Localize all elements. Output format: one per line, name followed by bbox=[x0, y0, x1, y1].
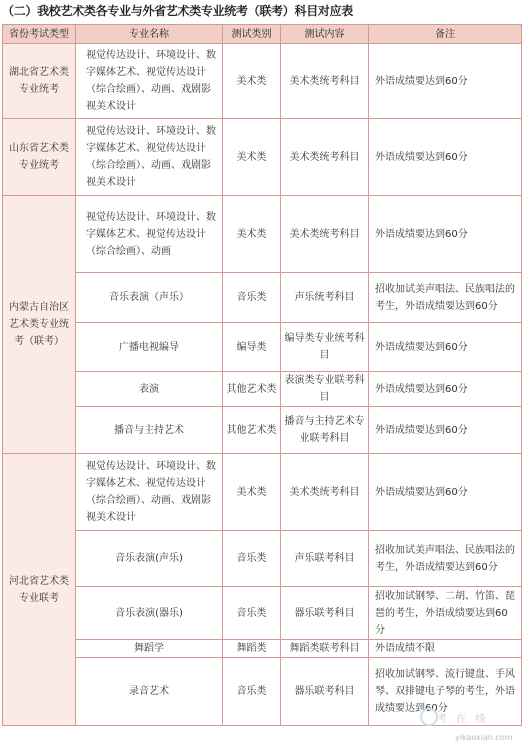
content-cell: 美术类统考科目 bbox=[281, 196, 369, 273]
category-cell: 音乐类 bbox=[223, 531, 281, 587]
header-note: 备注 bbox=[369, 25, 522, 44]
content-cell: 编导类专业统考科目 bbox=[281, 323, 369, 372]
note-cell: 招收加试钢琴、二胡、竹笛、琵琶的考生，外语成绩要达到60分 bbox=[369, 587, 522, 640]
major-cell: 视觉传达设计、环境设计、数字媒体艺术、视觉传达设计（综合绘画）、动画、戏剧影视美术设计 bbox=[76, 119, 223, 196]
note-cell: 招收加试钢琴、流行键盘、手风琴、双排键电子琴的考生，外语成绩要达到60分 bbox=[369, 658, 522, 726]
category-cell: 美术类 bbox=[223, 454, 281, 531]
header-province: 省份考试类型 bbox=[3, 25, 76, 44]
major-cell: 音乐表演(器乐) bbox=[76, 587, 223, 640]
major-cell: 舞蹈学 bbox=[76, 640, 223, 658]
header-category: 测试类别 bbox=[223, 25, 281, 44]
table-row bbox=[3, 407, 522, 454]
province-cell: 湖北省艺术类专业统考 bbox=[3, 44, 76, 119]
category-cell: 音乐类 bbox=[223, 658, 281, 726]
major-cell: 视觉传达设计、环境设计、数字媒体艺术、视觉传达设计（综合绘画）、动画 bbox=[76, 196, 223, 273]
province-cell: 内蒙古自治区艺术类专业统考（联考） bbox=[3, 196, 76, 454]
category-cell: 其他艺术类 bbox=[223, 407, 281, 454]
note-cell: 外语成绩要达到60分 bbox=[369, 119, 522, 196]
category-cell: 美术类 bbox=[223, 119, 281, 196]
subject-table bbox=[2, 24, 522, 726]
table-row bbox=[3, 372, 522, 407]
major-cell: 视觉传达设计、环境设计、数字媒体艺术、视觉传达设计（综合绘画）、动画、戏剧影视美术设计 bbox=[76, 44, 223, 119]
note-cell: 外语成绩要达到60分 bbox=[369, 407, 522, 454]
content-cell: 美术类统考科目 bbox=[281, 454, 369, 531]
note-cell: 外语成绩要达到60分 bbox=[369, 196, 522, 273]
table-row bbox=[3, 119, 522, 196]
content-cell: 器乐联考科目 bbox=[281, 587, 369, 640]
major-cell: 音乐表演(声乐) bbox=[76, 531, 223, 587]
note-cell: 外语成绩不限 bbox=[369, 640, 522, 658]
watermark-logo-icon bbox=[420, 708, 438, 726]
content-cell: 美术类统考科目 bbox=[281, 44, 369, 119]
watermark-text: 考 在 线 bbox=[437, 714, 489, 725]
table-row bbox=[3, 454, 522, 531]
header-content: 测试内容 bbox=[281, 25, 369, 44]
table-row bbox=[3, 587, 522, 640]
province-cell: 河北省艺术类专业联考 bbox=[3, 454, 76, 726]
content-cell: 声乐统考科目 bbox=[281, 273, 369, 323]
province-cell: 山东省艺术类专业统考 bbox=[3, 119, 76, 196]
category-cell: 美术类 bbox=[223, 196, 281, 273]
major-cell: 录音艺术 bbox=[76, 658, 223, 726]
content-cell: 声乐联考科目 bbox=[281, 531, 369, 587]
table-header-row bbox=[3, 25, 522, 44]
content-cell: 器乐联考科目 bbox=[281, 658, 369, 726]
table-row bbox=[3, 640, 522, 658]
note-cell: 外语成绩要达到60分 bbox=[369, 323, 522, 372]
category-cell: 音乐类 bbox=[223, 273, 281, 323]
content-cell: 舞蹈类联考科目 bbox=[281, 640, 369, 658]
content-cell: 美术类统考科目 bbox=[281, 119, 369, 196]
category-cell: 舞蹈类 bbox=[223, 640, 281, 658]
table-row bbox=[3, 323, 522, 372]
note-cell: 外语成绩要达到60分 bbox=[369, 372, 522, 407]
table-row bbox=[3, 273, 522, 323]
header-major: 专业名称 bbox=[76, 25, 223, 44]
note-cell: 外语成绩要达到60分 bbox=[369, 44, 522, 119]
note-cell: 招收加试美声唱法、民族唱法的考生，外语成绩要达到60分 bbox=[369, 273, 522, 323]
category-cell: 美术类 bbox=[223, 44, 281, 119]
major-cell: 表演 bbox=[76, 372, 223, 407]
note-cell: 招收加试美声唱法、民族唱法的考生，外语成绩要达到60分 bbox=[369, 531, 522, 587]
table-row bbox=[3, 531, 522, 587]
content-cell: 表演类专业联考科目 bbox=[281, 372, 369, 407]
major-cell: 音乐表演（声乐） bbox=[76, 273, 223, 323]
major-cell: 播音与主持艺术 bbox=[76, 407, 223, 454]
content-cell: 播音与主持艺术专业联考科目 bbox=[281, 407, 369, 454]
table-row bbox=[3, 196, 522, 273]
category-cell: 编导类 bbox=[223, 323, 281, 372]
category-cell: 音乐类 bbox=[223, 587, 281, 640]
major-cell: 广播电视编导 bbox=[76, 323, 223, 372]
note-cell: 外语成绩要达到60分 bbox=[369, 454, 522, 531]
major-cell: 视觉传达设计、环境设计、数字媒体艺术、视觉传达设计（综合绘画）、动画、戏剧影视美术设计 bbox=[76, 454, 223, 531]
category-cell: 其他艺术类 bbox=[223, 372, 281, 407]
watermark-url: yikaoxian.com bbox=[455, 733, 513, 742]
page-title: （二）我校艺术类各专业与外省艺术类专业统考（联考）科目对应表 bbox=[2, 4, 354, 18]
table-row bbox=[3, 44, 522, 119]
